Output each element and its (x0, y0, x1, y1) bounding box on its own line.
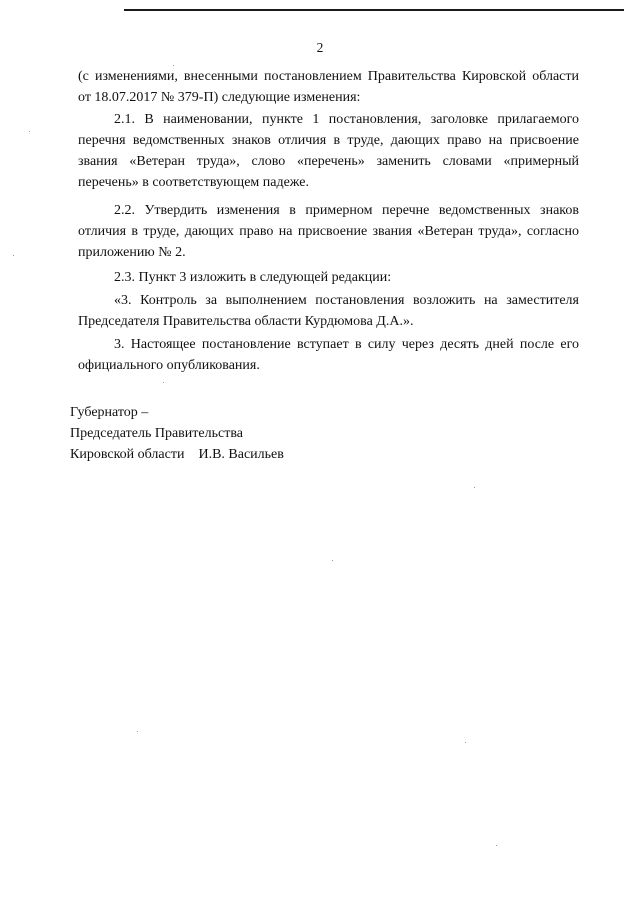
page-number: 2 (316, 40, 324, 55)
scan-speck (13, 255, 14, 256)
signature-title: Губернатор – (70, 405, 149, 420)
scan-speck (173, 65, 174, 66)
scan-speck (137, 731, 138, 732)
scan-speck (474, 487, 475, 488)
scan-speck (465, 742, 466, 743)
paragraph-2-3: 2.3. Пункт 3 изложить в следующей редакции: (114, 270, 392, 285)
signature-name: Кировской области И.В. Васильев (70, 447, 284, 462)
top-rule (124, 9, 624, 11)
scan-speck (332, 560, 333, 561)
scan-speck (29, 131, 30, 132)
paragraph-2-2: 2.2. Утвердить изменения в примерном перечне ведомственных знаков отличия в труде, дающих право на присвоение звания «Ветеран труда», согласно приложению № 2. (78, 203, 579, 260)
scan-speck (163, 382, 164, 383)
signature-block (70, 402, 284, 465)
signature-position: Председатель Правительства (70, 426, 243, 441)
paragraph-2-1: 2.1. В наименовании, пункте 1 постановления, заголовке прилагаемого перечня ведомственных знаков отличия в труде, дающих право на присвоение звания «Ветеран труда», слово «перечень» заменить словами «примерный перечень» в соответствующем падеже. (78, 112, 579, 190)
scan-speck (496, 845, 497, 846)
paragraph-quote: «3. Контроль за выполнением постановления возложить на заместителя Председателя Правительства области Курдюмова Д.А.». (78, 293, 579, 329)
paragraph-intro: (с изменениями, внесенными постановлением Правительства Кировской области от 18.07.2017 № 379-П) следующие изменения: (78, 69, 579, 105)
paragraph-3: 3. Настоящее постановление вступает в силу через десять дней после его официального опубликования. (78, 337, 579, 373)
